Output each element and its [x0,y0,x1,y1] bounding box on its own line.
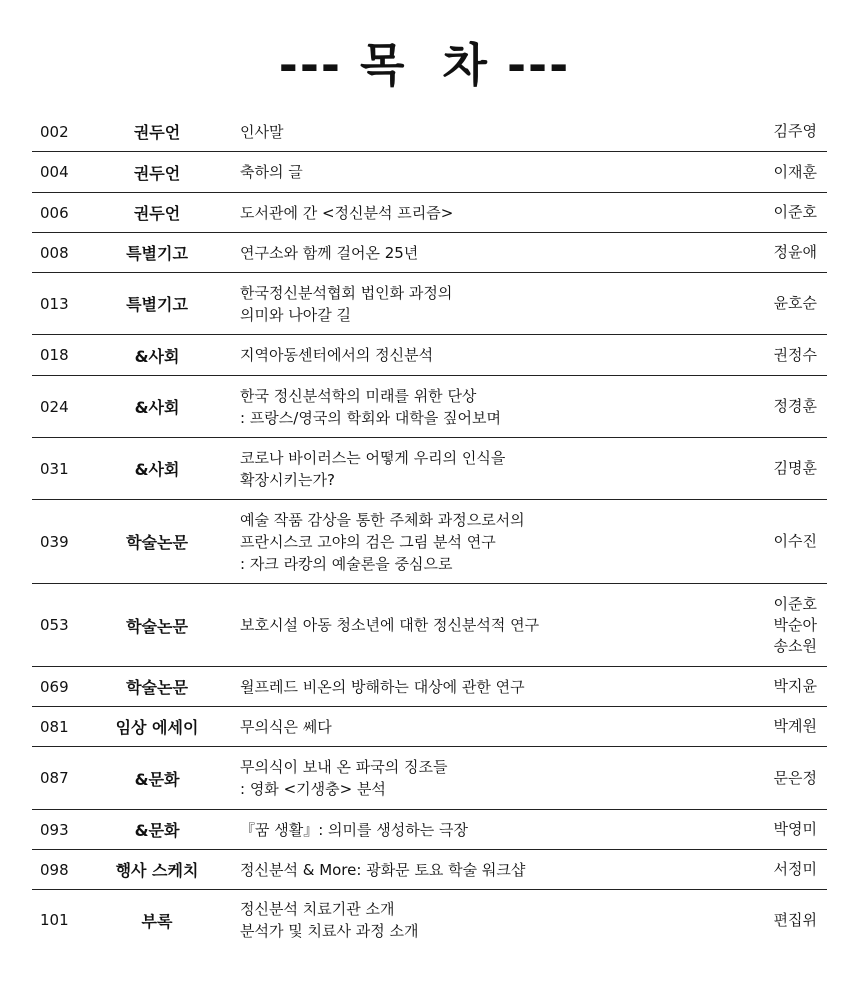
toc-page-number: 006 [40,203,69,222]
toc-article-title [222,282,707,326]
toc-section: 행사 스케치 [115,861,199,880]
toc-article-line: 코로나 바이러스는 어떻게 우리의 인식을 [240,448,506,467]
toc-row [32,112,827,152]
toc-author: 김주영 [773,122,817,140]
toc-article-title [222,121,707,143]
toc-page-number: 069 [40,677,69,696]
toc-article-line: 윌프레드 비온의 방해하는 대상에 관한 연구 [240,677,525,696]
toc-authors [707,345,827,366]
toc-article-line: 지역아동센터에서의 정신분석 [240,346,434,364]
toc-authors [707,676,827,697]
toc-authors [707,293,827,314]
toc-article-line: : 영화 <기생충> 분석 [240,780,386,798]
toc-article-line: : 자크 라캉의 예술론을 중심으로 [240,554,453,573]
toc-authors [707,396,827,417]
toc-authors [707,242,827,263]
toc-section: &문화 [134,821,180,840]
toc-article-line: 한국 정신분석학의 미래를 위한 단상 [240,386,477,405]
toc-section: &사회 [134,460,180,479]
toc-row [32,584,827,667]
toc-article-line: 인사말 [240,122,284,141]
toc-article-title [222,819,707,841]
toc-row [32,890,827,950]
toc-section: 특별기고 [126,244,188,263]
toc-authors [707,716,827,737]
toc-page-number: 008 [40,243,69,262]
toc-article-title [222,385,707,429]
toc-article-line: 프란시스코 고야의 검은 그림 분석 연구 [240,532,496,551]
toc-authors [707,859,827,880]
toc-authors [707,768,827,789]
toc-authors [707,594,827,657]
toc-article-title [222,898,707,942]
toc-page-number: 081 [40,717,69,736]
toc-author: 이수진 [773,532,817,550]
toc-article-line: 예술 작품 감상을 통한 주체화 과정으로서의 [240,510,525,529]
toc-article-line: 의미와 나아갈 길 [240,305,351,324]
toc-page-number: 093 [40,820,69,839]
toc-author: 박영미 [773,820,817,838]
toc-section: 학술논문 [126,616,188,636]
toc-article-line: 정신분석 & More: 광화문 토요 학술 워크샵 [240,860,526,879]
toc-author: 박지윤 [773,677,817,695]
toc-page-number: 024 [40,397,69,416]
toc-article-line: 무의식이 보내 온 파국의 징조들 [240,758,448,776]
toc-page-number: 002 [40,122,69,141]
toc-page-number: 004 [40,163,69,181]
toc-author: 송소원 [773,636,817,655]
toc-author: 정윤애 [773,243,817,261]
toc-page-number: 031 [40,459,69,478]
toc-row [32,376,827,438]
toc-authors [707,819,827,840]
toc-authors [707,531,827,552]
toc-article-title [222,202,707,224]
toc-row [32,500,827,584]
toc-article-line: 분석가 및 치료사 과정 소개 [240,922,419,940]
toc-row [32,667,827,707]
toc-article-line: 무의식은 쎄다 [240,717,332,736]
toc-article-title [222,716,707,738]
toc-article-title [222,676,707,698]
toc-article-line: 한국정신분석협회 법인화 과정의 [240,283,453,302]
toc-article-line: 『꿈 생활』: 의미를 생성하는 극장 [240,820,469,839]
toc-section: &문화 [134,769,180,789]
toc-page-number: 087 [40,769,69,787]
toc-article-title [222,756,707,800]
toc-page-number: 098 [40,860,69,879]
toc-article-title [222,614,707,636]
toc-table [32,112,827,950]
toc-author: 이준호 [773,203,817,221]
toc-authors [707,202,827,223]
toc-section: 학술논문 [126,533,188,552]
toc-article-line: 축하의 글 [240,163,303,181]
toc-page-number: 101 [40,911,69,929]
toc-article-title [222,447,707,491]
toc-article-line: 연구소와 함께 걸어온 25년 [240,243,419,262]
toc-author: 박계원 [773,717,817,735]
page-title: --- 목 차 --- [278,38,571,92]
toc-article-line: 도서관에 간 <정신분석 프리즘> [240,203,454,222]
toc-section: 권두언 [133,123,181,142]
toc-section: 권두언 [133,163,181,183]
toc-section: &사회 [134,398,180,417]
toc-author: 문은정 [773,768,817,787]
toc-section: 특별기고 [126,295,188,314]
toc-article-line: 확장시키는가? [240,470,335,489]
toc-article-title [222,344,707,366]
toc-section: 학술논문 [126,678,188,697]
toc-article-line: : 프랑스/영국의 학회와 대학을 짚어보며 [240,408,502,427]
toc-authors [707,458,827,479]
toc-author: 권정수 [773,345,817,364]
toc-author: 이준호 [773,594,817,613]
toc-row [32,810,827,850]
toc-author: 윤호순 [773,294,817,312]
toc-author: 정경훈 [773,397,817,415]
toc-page-number: 013 [40,294,69,313]
toc-authors [707,162,827,183]
toc-section: 부록 [141,911,173,931]
toc-article-title [222,859,707,881]
toc-row [32,438,827,500]
toc-row [32,747,827,810]
toc-page-number: 018 [40,346,69,364]
toc-page-number: 053 [40,616,69,634]
toc-row [32,850,827,890]
toc-author: 김명훈 [773,459,817,477]
toc-article-line: 정신분석 치료기관 소개 [240,900,395,918]
toc-section: 권두언 [133,204,181,223]
toc-row [32,707,827,747]
toc-section: &사회 [134,346,180,366]
toc-row [32,152,827,193]
toc-row [32,193,827,233]
toc-author: 박순아 [773,615,817,634]
toc-row [32,335,827,376]
toc-author: 서정미 [773,860,817,878]
toc-author: 편집위 [773,910,817,929]
toc-section: 임상 에세이 [115,718,199,737]
toc-article-line: 보호시설 아동 청소년에 대한 정신분석적 연구 [240,616,540,634]
toc-article-title [222,161,707,183]
toc-author: 이재훈 [773,162,817,181]
toc-row [32,273,827,335]
toc-page-number: 039 [40,532,69,551]
toc-authors [707,910,827,931]
toc-article-title [222,242,707,264]
toc-row [32,233,827,273]
toc-authors [707,121,827,142]
toc-article-title [222,509,707,575]
